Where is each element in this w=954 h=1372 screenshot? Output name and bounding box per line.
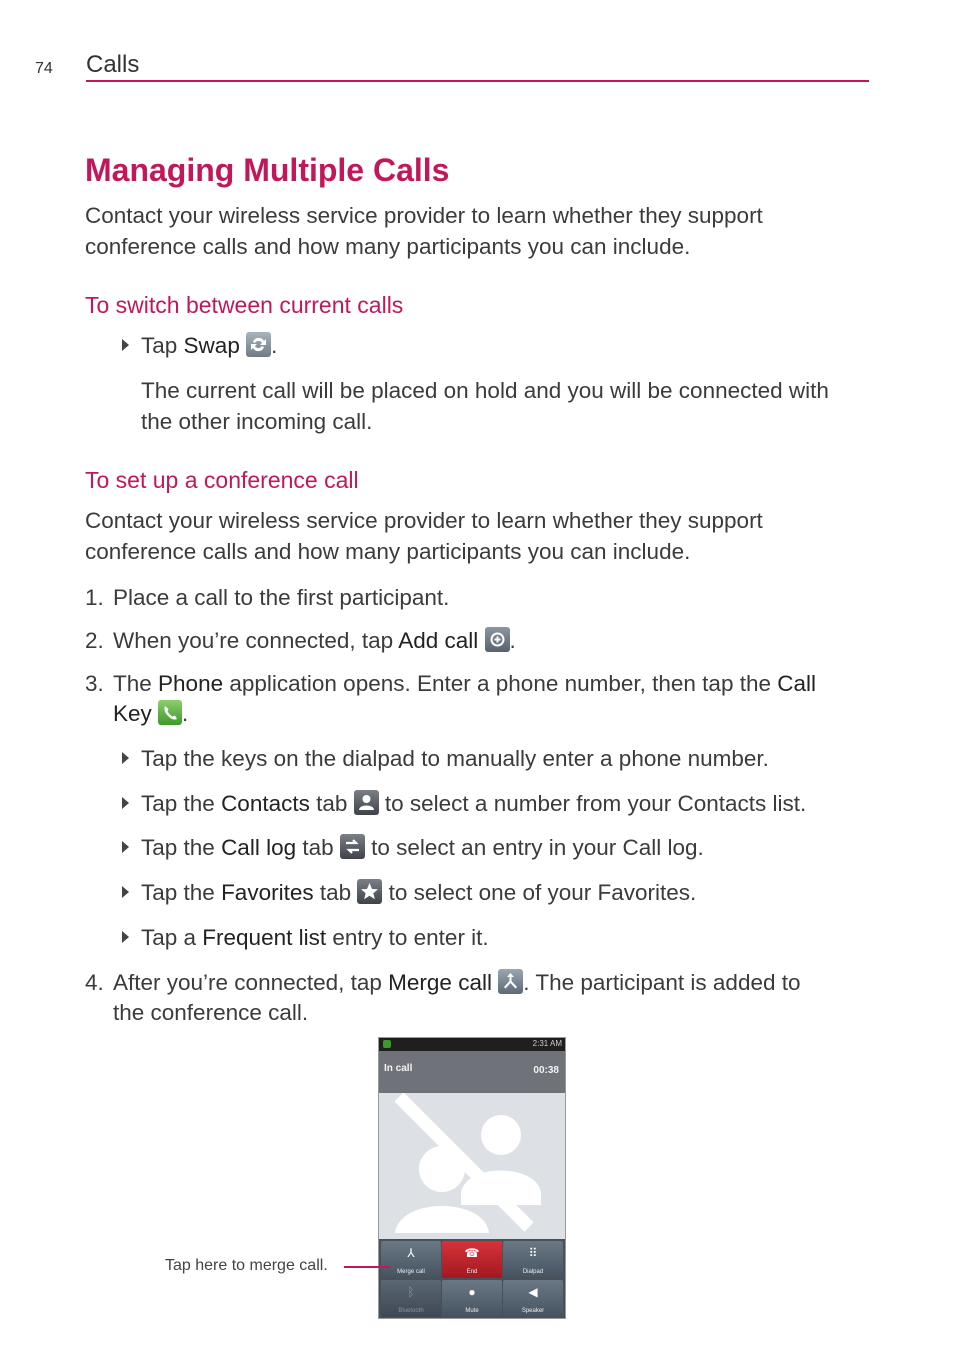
favorites-tab-label: Favorites [221, 880, 314, 905]
section-label: Calls [86, 51, 140, 78]
step-1-text: Place a call to the first participant. [113, 585, 450, 610]
step-3-line-1 [113, 668, 816, 699]
bluetooth-button[interactable] [381, 1280, 441, 1317]
intro-line-2: conference calls and how many participants you can include. [85, 234, 691, 259]
step-2-pre: When you’re connected, tap [113, 628, 399, 653]
swap-icon [246, 332, 271, 357]
frequent-list-label: Frequent list [202, 925, 327, 950]
mute-button[interactable] [442, 1280, 502, 1317]
step-3-line-2 [113, 698, 188, 729]
dialpad-bullet: Tap the keys on the dialpad to manually enter a phone number. [141, 746, 769, 771]
merge-call-icon [498, 969, 523, 994]
switch-calls-heading: To switch between current calls [85, 292, 404, 318]
contacts-tab-label: Contacts [221, 791, 310, 816]
step-3-number: 3. [85, 671, 104, 696]
swap-bullet-tap: Tap [141, 333, 178, 358]
intro-paragraph [85, 200, 763, 262]
end-call-button[interactable] [442, 1241, 502, 1278]
frequent-bullet-pre: Tap a [141, 925, 203, 950]
call-header [379, 1051, 565, 1093]
add-call-icon [485, 627, 510, 652]
contacts-bullet-mid: tab [309, 791, 354, 816]
status-time: 2:31 AM [532, 1039, 562, 1048]
header-divider [86, 80, 869, 82]
swap-bullet-end: . [271, 333, 278, 358]
favorites-bullet-post: to select one of your Favorites. [382, 880, 697, 905]
status-bar [379, 1038, 565, 1051]
step-2-post: . [509, 628, 516, 653]
call-button-grid [379, 1239, 565, 1319]
step-4-line-2: the conference call. [113, 1000, 309, 1025]
conference-intro-line-1: Contact your wireless service provider to learn whether they support [85, 508, 763, 533]
call-key-icon [158, 700, 182, 725]
call-log-bullet [141, 832, 704, 863]
end-call-icon: ☎ [464, 1246, 480, 1260]
bullet-arrow-icon [122, 931, 129, 943]
step-2-number: 2. [85, 628, 104, 653]
favorites-bullet-pre: Tap the [141, 880, 222, 905]
bluetooth-button-label: Bluetooth [398, 1308, 424, 1314]
step-3-mid: application opens. Enter a phone number, then tap the [223, 671, 778, 696]
contacts-bullet [141, 788, 806, 819]
step-2-text [113, 625, 516, 656]
call-timer: 00:38 [533, 1065, 559, 1076]
frequent-bullet-post: entry to enter it. [326, 925, 489, 950]
merge-icon: ⅄ [407, 1246, 415, 1260]
speaker-button[interactable] [503, 1280, 563, 1317]
bluetooth-icon: ᛒ [407, 1285, 415, 1299]
swap-label: Swap [183, 333, 240, 358]
bullet-arrow-icon [122, 841, 129, 853]
step-4-number: 4. [85, 970, 104, 995]
call-log-bullet-post: to select an entry in your Call log. [364, 835, 704, 860]
dialpad-button-label: Dialpad [522, 1269, 544, 1275]
merge-callout-label: Tap here to merge call. [165, 1257, 328, 1274]
phone-screenshot [378, 1037, 566, 1319]
dialpad-icon: ⠿ [528, 1246, 538, 1260]
intro-line-1: Contact your wireless service provider to learn whether they support [85, 203, 763, 228]
contacts-tab-icon [354, 790, 379, 815]
step-4-pre: After you’re connected, tap [113, 970, 389, 995]
swap-bullet [141, 330, 277, 361]
speaker-icon: ◀ [528, 1285, 538, 1299]
call-log-bullet-pre: Tap the [141, 835, 222, 860]
call-log-tab-icon [340, 834, 365, 859]
merge-call-button[interactable] [381, 1241, 441, 1278]
contacts-bullet-post: to select a number from your Contacts list. [378, 791, 807, 816]
swap-desc-line-2: the other incoming call. [141, 409, 373, 434]
step-4-post: . The participant is added to [523, 970, 801, 995]
bullet-arrow-icon [122, 752, 129, 764]
bullet-arrow-icon [122, 339, 129, 351]
callout-pointer-line [344, 1266, 390, 1268]
page-number: 74 [35, 60, 53, 77]
conference-avatar-icon [379, 1093, 565, 1239]
step-3-pre: The [113, 671, 159, 696]
add-call-label: Add call [398, 628, 479, 653]
bullet-arrow-icon [122, 886, 129, 898]
call-log-bullet-mid: tab [296, 835, 340, 860]
favorites-star-icon [357, 879, 382, 904]
end-call-button-label: End [466, 1269, 478, 1275]
dialpad-button[interactable] [503, 1241, 563, 1278]
call-key-label-part-2: Key [113, 701, 152, 726]
page-title: Managing Multiple Calls [85, 152, 450, 188]
conference-intro-line-2: conference calls and how many participants you can include. [85, 539, 691, 564]
speaker-button-label: Speaker [521, 1308, 545, 1314]
conference-call-heading: To set up a conference call [85, 467, 359, 493]
step-4-line-1 [113, 967, 801, 998]
favorites-bullet [141, 877, 696, 908]
mute-button-label: Mute [465, 1308, 479, 1314]
swap-description [141, 375, 829, 437]
in-call-label: In call [384, 1063, 413, 1074]
bullet-arrow-icon [122, 797, 129, 809]
microphone-icon: ● [468, 1285, 476, 1299]
favorites-bullet-mid: tab [313, 880, 358, 905]
step-3-post: . [182, 701, 189, 726]
call-log-tab-label: Call log [221, 835, 297, 860]
call-key-label-part-1: Call [777, 671, 817, 696]
frequent-list-bullet [141, 922, 489, 953]
merge-call-label: Merge call [388, 970, 492, 995]
conference-avatar-area [379, 1093, 565, 1239]
contacts-bullet-pre: Tap the [141, 791, 222, 816]
conference-intro [85, 505, 763, 567]
call-status-icon [383, 1040, 391, 1048]
swap-desc-line-1: The current call will be placed on hold and you will be connected with [141, 378, 829, 403]
step-1-number: 1. [85, 585, 104, 610]
merge-call-button-label: Merge call [397, 1269, 425, 1275]
phone-app-label: Phone [158, 671, 224, 696]
